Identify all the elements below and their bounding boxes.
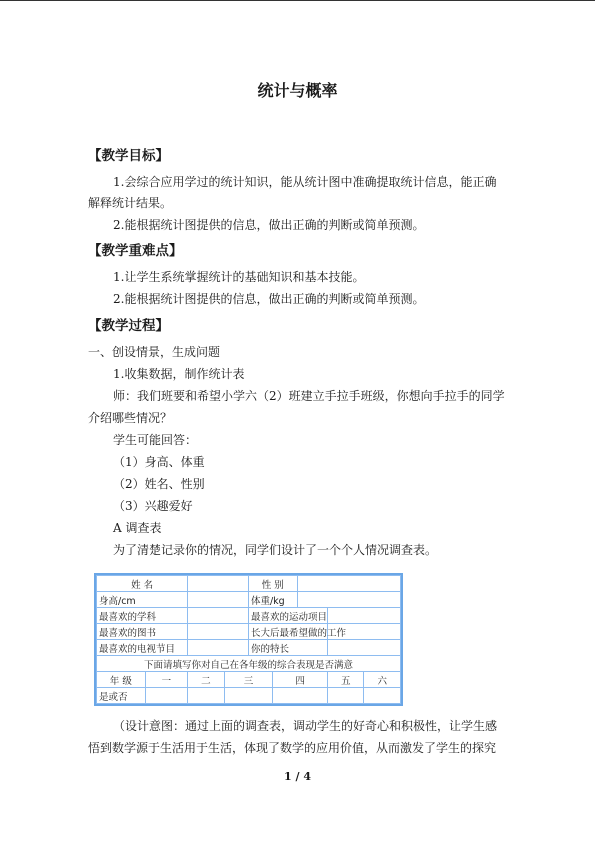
key-point-item-2: 2.能根据统计图提供的信息，做出正确的判断或简单预测。 bbox=[113, 292, 425, 306]
survey-cell-grade-6: 六 bbox=[364, 672, 401, 688]
survey-cell-grade-label: 年 级 bbox=[97, 672, 146, 688]
survey-cell-fav-sport-label: 最喜欢的运动项目 bbox=[248, 608, 327, 624]
survey-cell-specialty-label: 你的特长 bbox=[248, 640, 327, 656]
process-step-1: 一、创设情景，生成问题 bbox=[88, 345, 221, 359]
survey-cell-height-label: 身高/cm bbox=[97, 592, 188, 608]
student-intro: 学生可能回答： bbox=[113, 433, 198, 447]
survey-cell-yes-no-4 bbox=[273, 688, 328, 704]
survey-cell-name-value bbox=[188, 576, 249, 592]
survey-cell-grade-5: 五 bbox=[327, 672, 363, 688]
survey-description: 为了清楚记录你的情况，同学们设计了一个个人情况调查表。 bbox=[113, 543, 438, 557]
survey-cell-yes-no-3 bbox=[224, 688, 273, 704]
section-heading-key-points: 【教学重难点】 bbox=[88, 243, 183, 259]
document-title: 统计与概率 bbox=[257, 81, 338, 100]
survey-cell-yes-no-1 bbox=[145, 688, 188, 704]
survey-cell-fav-subject-value bbox=[188, 608, 249, 624]
survey-cell-grade-2: 二 bbox=[188, 672, 224, 688]
student-answer-2: （2）姓名、性别 bbox=[113, 477, 205, 491]
survey-cell-fav-subject-label: 最喜欢的学科 bbox=[97, 608, 188, 624]
survey-cell-fav-sport-value bbox=[327, 608, 400, 624]
survey-cell-yes-no-label: 是或否 bbox=[97, 688, 146, 704]
survey-table-image bbox=[94, 573, 403, 706]
student-answer-1: （1）身高、体重 bbox=[113, 455, 205, 469]
survey-cell-weight-label: 体重/kg bbox=[248, 592, 297, 608]
survey-cell-gender-label: 性 别 bbox=[248, 576, 297, 592]
survey-cell-future-job-label: 长大后最希望做的工作 bbox=[248, 624, 327, 640]
teacher-line-2: 介绍哪些情况？ bbox=[88, 411, 173, 425]
survey-cell-fav-tv-value bbox=[188, 640, 249, 656]
section-heading-goals: 【教学目标】 bbox=[88, 148, 169, 164]
page-top-rule bbox=[0, 0, 595, 1]
key-point-item-1: 1.让学生系统掌握统计的基础知识和基本技能。 bbox=[113, 270, 365, 284]
teacher-line-1: 师：我们班要和希望小学六（2）班建立手拉手班级，你想向手拉手的同学 bbox=[113, 389, 505, 403]
survey-cell-fav-tv-label: 最喜欢的电视节目 bbox=[97, 640, 188, 656]
survey-cell-yes-no-2 bbox=[188, 688, 224, 704]
survey-label: A 调查表 bbox=[113, 521, 162, 535]
survey-cell-fav-book-label: 最喜欢的图书 bbox=[97, 624, 188, 640]
section-heading-process: 【教学过程】 bbox=[88, 318, 169, 334]
goal-item-2: 2.能根据统计图提供的信息，做出正确的判断或简单预测。 bbox=[113, 218, 425, 232]
survey-cell-gender-value bbox=[297, 576, 400, 592]
survey-cell-grade-3: 三 bbox=[224, 672, 273, 688]
survey-cell-grade-1: 一 bbox=[145, 672, 188, 688]
process-sub-1: 1.收集数据，制作统计表 bbox=[113, 367, 245, 381]
survey-cell-grade-4: 四 bbox=[273, 672, 328, 688]
student-answer-3: （3）兴趣爱好 bbox=[113, 499, 193, 513]
survey-cell-height-value bbox=[188, 592, 249, 608]
survey-cell-yes-no-6 bbox=[364, 688, 401, 704]
survey-cell-yes-no-5 bbox=[327, 688, 363, 704]
page-number: 1 / 4 bbox=[284, 770, 311, 783]
survey-cell-instruction: 下面请填写你对自己在各年级的综合表现是否满意 bbox=[97, 656, 401, 672]
survey-cell-fav-book-value bbox=[188, 624, 249, 640]
goal-item-1-line-2: 解释统计结果。 bbox=[88, 196, 173, 210]
survey-table bbox=[96, 575, 401, 704]
design-intent-line-1: （设计意图：通过上面的调查表，调动学生的好奇心和积极性，让学生感 bbox=[113, 719, 498, 733]
survey-cell-name-label: 姓 名 bbox=[97, 576, 188, 592]
design-intent-line-2: 悟到数学源于生活用于生活，体现了数学的应用价值，从而激发了学生的探究 bbox=[88, 741, 497, 755]
goal-item-1-line-1: 1.会综合应用学过的统计知识，能从统计图中准确提取统计信息，能正确 bbox=[113, 175, 497, 189]
survey-cell-weight-value bbox=[297, 592, 400, 608]
survey-cell-specialty-value bbox=[327, 640, 400, 656]
